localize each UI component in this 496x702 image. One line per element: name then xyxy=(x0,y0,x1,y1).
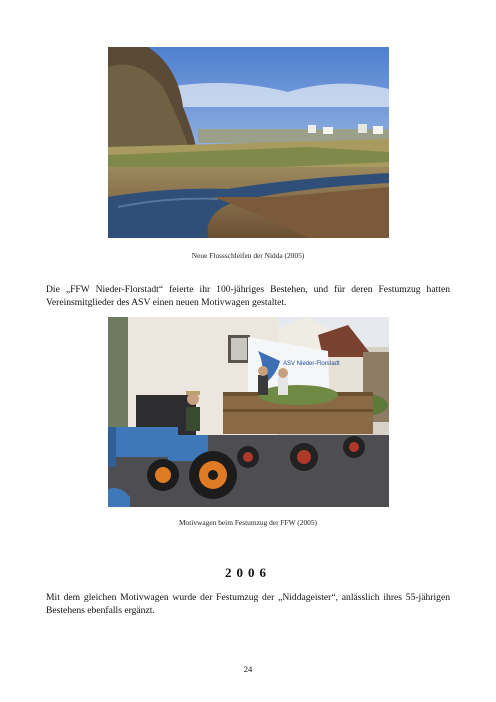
page-number: 24 xyxy=(243,664,253,674)
section-year-heading: 2006 xyxy=(225,565,271,580)
banner-text: ASV Nieder-Florstadt xyxy=(283,361,340,367)
photo-caption: Neue Flussschleifen der Nidda (2005) xyxy=(191,251,305,260)
photo-parade-float xyxy=(108,317,389,507)
photo-river-loops xyxy=(108,47,389,238)
paragraph: Die „FFW Nieder-Florstadt“ feierte ihr 100-jähriges Bestehen, und für deren Festumzug hatten Vereinsmitglieder des ASV einen neuen Motivwagen gestaltet. xyxy=(46,284,450,308)
photo-caption: Motivwagen beim Festumzug der FFW (2005) xyxy=(178,518,317,527)
paragraph: Mit dem gleichen Motivwagen wurde der Festumzug der „Niddageister“, anlässlich ihres 55-jährigen Bestehens ebenfalls ergänzt. xyxy=(46,592,450,616)
